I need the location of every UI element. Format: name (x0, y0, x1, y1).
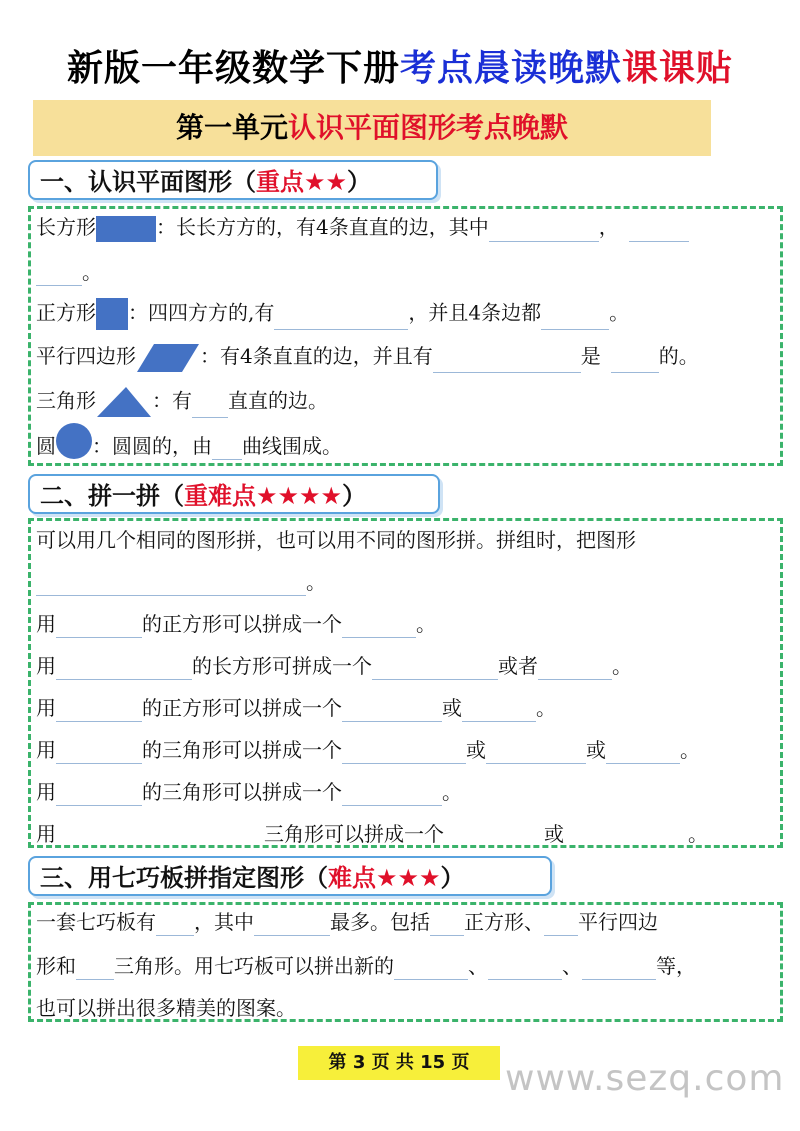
blank[interactable] (444, 825, 544, 848)
combine-intro-2 (36, 568, 326, 596)
triangle-desc: ：有 (152, 388, 192, 413)
unit-topic: 认识平面图形考点晚默 (288, 111, 569, 144)
punct: ， (598, 215, 619, 239)
combine-row-1 (36, 610, 436, 638)
rect-label: 长方形 (36, 215, 96, 239)
page-title (0, 40, 800, 91)
blank[interactable] (611, 350, 659, 373)
punct: 。 (612, 654, 632, 678)
blank[interactable] (342, 783, 442, 806)
punct: 。 (536, 696, 556, 720)
triangle-desc-2: 直直的边。 (228, 388, 328, 413)
blank[interactable] (254, 913, 330, 936)
use-label: 用 (36, 612, 56, 636)
blank[interactable] (56, 783, 142, 806)
punct: 。 (306, 570, 326, 594)
section-3-heading (28, 856, 552, 896)
blank[interactable] (489, 219, 599, 242)
combine-row-6 (36, 820, 708, 848)
tangram-text: 最多。包括 (330, 910, 430, 934)
tangram-line-3 (36, 994, 296, 1022)
blank[interactable] (342, 741, 466, 764)
watermark: www.sezq.com (505, 1058, 785, 1099)
title-part-3: 课课贴 (622, 48, 734, 89)
blank[interactable] (430, 913, 464, 936)
blank[interactable] (538, 657, 612, 680)
blank[interactable] (372, 657, 498, 680)
or-text: 或 (544, 822, 564, 846)
use-label: 用 (36, 780, 56, 804)
blank[interactable] (544, 913, 578, 936)
section-1-close: ） (347, 168, 372, 196)
section-1-stars: 重点★★ (256, 168, 348, 196)
row-text: 的正方形可以拼成一个 (142, 696, 342, 720)
square-desc: ：四四方方的,有 (128, 300, 275, 325)
punct: 、 (468, 954, 488, 978)
blank[interactable] (192, 395, 228, 418)
tangram-text: ，其中 (194, 910, 254, 934)
section-2-close: ） (342, 482, 367, 510)
unit-prefix: 第一单元 (175, 111, 288, 144)
blank[interactable] (274, 307, 408, 330)
blank[interactable] (488, 957, 562, 980)
tangram-text: 三角形。用七巧板可以拼出新的 (114, 954, 394, 978)
combine-intro-text: 可以用几个相同的图形拼，也可以用不同的图形拼。拼组时，把图形 (36, 528, 636, 552)
blank[interactable] (56, 699, 142, 722)
tangram-text: 正方形、 (464, 910, 544, 934)
para-end: 的。 (658, 344, 699, 368)
blank[interactable] (582, 957, 656, 980)
blank[interactable] (56, 825, 264, 848)
punct: 。 (688, 822, 708, 846)
use-label: 用 (36, 696, 56, 720)
blank[interactable] (629, 219, 689, 242)
triangle-shape-icon (96, 386, 152, 418)
or-text: 或者 (498, 654, 538, 678)
use-label: 用 (36, 738, 56, 762)
circle-label: 圆 (36, 434, 56, 458)
blank[interactable] (56, 615, 142, 638)
punct: 。 (82, 260, 102, 284)
row-text: 的正方形可以拼成一个 (142, 612, 342, 636)
punct: 。 (680, 738, 700, 762)
parallelogram-line (36, 342, 699, 373)
punct: 。 (416, 612, 436, 636)
rect-desc: ：长长方方的，有4条直直的边，其中 (156, 215, 489, 239)
section-2-title: 二、拼一拼（ (40, 482, 184, 510)
punct: 。 (609, 300, 630, 325)
rect-line (36, 213, 689, 242)
circle-shape-icon (56, 423, 92, 459)
blank[interactable] (564, 825, 688, 848)
section-3-close: ） (440, 864, 465, 892)
combine-row-3 (36, 694, 556, 722)
use-label: 用 (36, 822, 56, 846)
blank[interactable] (56, 657, 192, 680)
blank[interactable] (56, 741, 142, 764)
tangram-text: 一套七巧板有 (36, 910, 156, 934)
page-number: 第 3 页 共 15 页 (298, 1046, 500, 1080)
blank[interactable] (541, 307, 609, 330)
use-label: 用 (36, 654, 56, 678)
or-text: 或 (442, 696, 462, 720)
circle-desc: ：圆圆的，由 (92, 434, 212, 458)
row-text: 的三角形可以拼成一个 (142, 780, 342, 804)
section-1-heading (28, 160, 438, 200)
square-line (36, 298, 629, 330)
square-label: 正方形 (36, 300, 96, 325)
blank[interactable] (342, 615, 416, 638)
square-shape-icon (96, 298, 128, 330)
section-1-box (28, 206, 783, 466)
section-2-stars: 重难点★★★★ (184, 482, 343, 510)
combine-row-2 (36, 652, 632, 680)
blank[interactable] (394, 957, 468, 980)
para-is: 是 (580, 344, 601, 368)
section-3-stars: 难点★★★ (328, 864, 441, 892)
blank[interactable] (36, 573, 306, 596)
section-3-title: 三、用七巧板拼指定图形（ (40, 864, 328, 892)
triangle-label: 三角形 (36, 388, 96, 413)
tangram-text: 平行四边 (578, 910, 658, 934)
triangle-line (36, 386, 328, 418)
section-1-title: 一、认识平面图形（ (40, 168, 256, 196)
tangram-text: 形和 (36, 954, 76, 978)
circle-desc-2: 曲线围成。 (242, 434, 342, 458)
tangram-text: 等， (656, 954, 696, 978)
blank[interactable] (36, 263, 82, 286)
parallelogram-shape-icon (136, 343, 200, 373)
blank[interactable] (486, 741, 586, 764)
or-text: 或 (466, 738, 486, 762)
row-text: 的三角形可以拼成一个 (142, 738, 342, 762)
blank[interactable] (342, 699, 442, 722)
or-text: 或 (586, 738, 606, 762)
row-text: 三角形可以拼成一个 (264, 822, 444, 846)
unit-banner (33, 100, 711, 156)
section-2-heading (28, 474, 440, 514)
blank[interactable] (606, 741, 680, 764)
rect-line-2 (36, 258, 102, 286)
blank[interactable] (156, 913, 194, 936)
punct: 、 (562, 954, 582, 978)
blank[interactable] (433, 350, 581, 373)
square-desc-2: ，并且4条边都 (408, 300, 542, 325)
row-text: 的长方形可拼成一个 (192, 654, 372, 678)
punct: 。 (442, 780, 462, 804)
parallelogram-desc: ：有4条直直的边，并且有 (200, 344, 433, 368)
tangram-text: 也可以拼出很多精美的图案。 (36, 996, 296, 1020)
combine-intro (36, 526, 636, 554)
blank[interactable] (76, 957, 114, 980)
title-part-1: 新版一年级数学下册 (66, 48, 400, 89)
parallelogram-label: 平行四边形 (36, 344, 136, 368)
combine-row-4 (36, 736, 700, 764)
tangram-line-1 (36, 908, 658, 936)
tangram-line-2 (36, 952, 696, 980)
circle-line (36, 432, 342, 460)
combine-row-5 (36, 778, 462, 806)
rectangle-shape-icon (96, 216, 156, 242)
blank[interactable] (212, 437, 242, 460)
blank[interactable] (462, 699, 536, 722)
title-part-2: 考点晨读晚默 (399, 48, 622, 89)
